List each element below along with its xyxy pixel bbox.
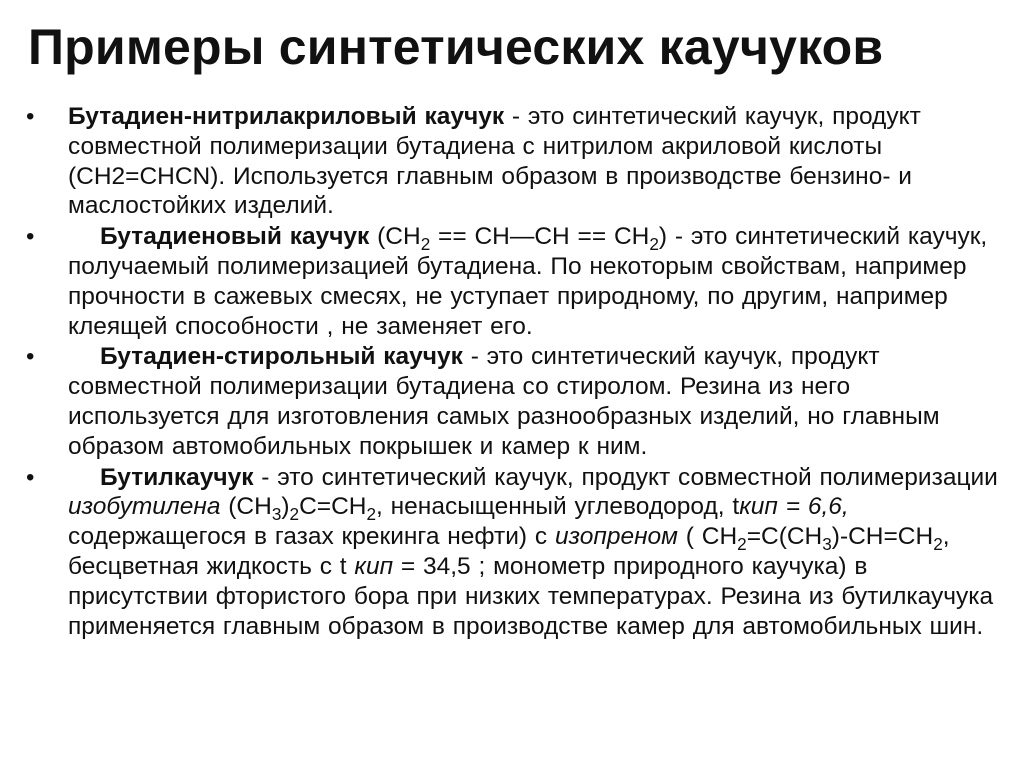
item-text: - это синтетический каучук, продукт совместной полимеризации бутадиена с нитрилом акриловой кислоты (CH2=CHCN). Используется главным образом в производстве бензино- и маслостойких изделий. bbox=[68, 103, 921, 220]
slide-title: Примеры синтетических каучуков bbox=[28, 19, 884, 75]
item-text: , бесцветная жидкость с t bbox=[68, 523, 950, 580]
bullet-marker: • bbox=[26, 463, 35, 491]
list-item bbox=[26, 102, 1001, 221]
formula-subscript: 2 bbox=[649, 234, 659, 255]
list-item bbox=[26, 342, 1001, 461]
italic-text: изопреном bbox=[554, 523, 678, 551]
italic-text: изобутилена bbox=[68, 493, 221, 521]
term-butadiene: Бутадиеновый каучук bbox=[100, 223, 370, 251]
term-butadiene-styrene: Бутадиен-стирольный каучук bbox=[100, 343, 463, 371]
formula-subscript: 3 bbox=[822, 534, 832, 555]
item-text: )-CH=CH bbox=[831, 523, 934, 551]
item-text: ) - это синтетический каучук, получаемый полимеризацией бутадиена. По некоторым свойствам, например прочности в сажевых смесях, не уступает природному, по другим, например клеящей способности , не заменяет его. bbox=[68, 223, 988, 340]
bullet-marker: • bbox=[26, 223, 35, 251]
item-text: , ненасыщенный углеводород, t bbox=[376, 493, 740, 521]
italic-text: кип bbox=[354, 552, 394, 580]
item-text: (CH bbox=[220, 493, 272, 521]
item-text: =C(CH bbox=[746, 523, 823, 551]
formula-text: == CH—CH == CH bbox=[430, 223, 650, 251]
formula-text: (CH bbox=[369, 223, 421, 251]
formula-subscript: 2 bbox=[289, 504, 300, 525]
item-text: = 34,5 ; монометр природного каучука) в присутствии фтористого бора при низких температурах. Резина из бутилкаучука применяется главным образом в производстве камер для автомобильных шин. bbox=[68, 552, 994, 640]
list-item bbox=[26, 463, 1001, 642]
item-text: содержащегося в газах крекинга нефти) с bbox=[68, 523, 555, 551]
list-item bbox=[26, 222, 1001, 341]
term-butadiene-nitrile: Бутадиен-нитрилакриловый каучук bbox=[68, 103, 505, 130]
formula-subscript: 2 bbox=[420, 234, 431, 255]
item-text: - это синтетический каучук, продукт совместной полимеризации бутадиена со стиролом. Резина из него используется для изготовления самых разнообразных изделий, но главным образом автомобильных покрышек и камер к ним. bbox=[68, 343, 940, 460]
item-text: C=CH bbox=[299, 493, 367, 521]
bullet-list bbox=[26, 102, 1001, 642]
formula-subscript: 2 bbox=[933, 534, 943, 555]
formula-subscript: 2 bbox=[737, 534, 747, 555]
term-butyl-rubber: Бутилкаучук bbox=[100, 463, 254, 491]
item-text: ) bbox=[281, 493, 290, 521]
bullet-marker: • bbox=[26, 103, 35, 130]
formula-subscript: 3 bbox=[271, 504, 282, 525]
item-text: - это синтетический каучук, продукт совместной полимеризации bbox=[253, 463, 998, 491]
bullet-marker: • bbox=[26, 343, 35, 371]
italic-text: кип = 6,6, bbox=[739, 493, 849, 521]
formula-subscript: 2 bbox=[366, 504, 377, 525]
item-text: ( CH bbox=[677, 523, 738, 551]
